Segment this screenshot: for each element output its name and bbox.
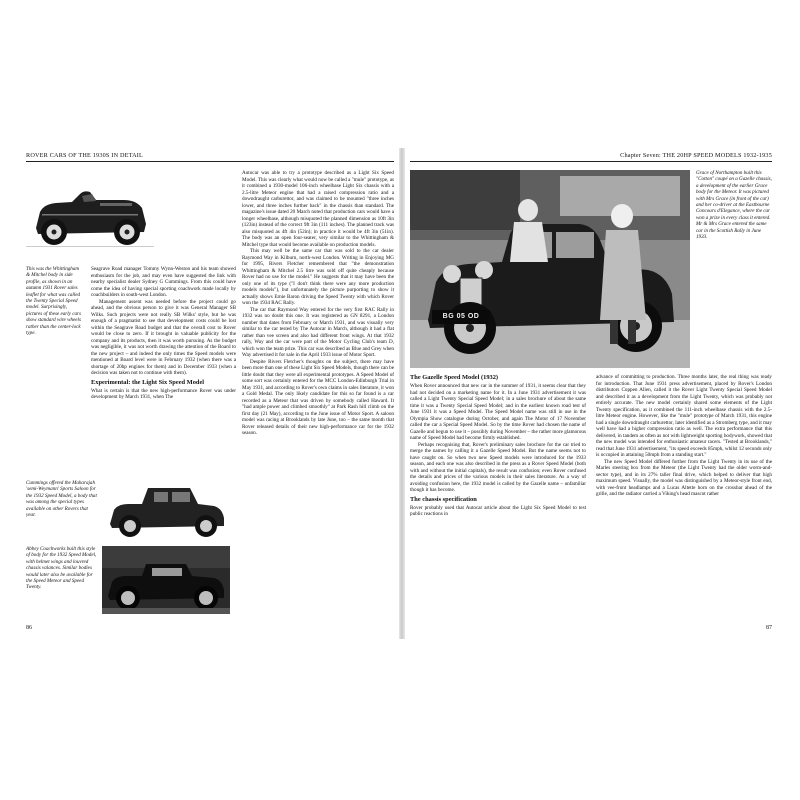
- text-column-2: [242, 170, 394, 618]
- page-number-right: 87: [766, 625, 772, 631]
- number-plate: BG 05 OD: [442, 313, 480, 320]
- left-page: [20, 148, 400, 639]
- page-number-left: 86: [26, 625, 32, 631]
- paragraph: What is certain is that the new high-performance Rover was under development by March 1931, when The: [91, 387, 236, 400]
- paragraph: Management assent was needed before the project could go ahead, and the obvious person to give it was General Manager SB Wilks. Such projects were not really SB Wilks' style, but he was enough of a pragmatist to see that development costs could be lost within the Seagrave Road budget and that the overall cost to Rover would be close to zero. If it brought in valuable publicity for the company and its products, then it was worth pursuing. As the budget was negligible, it was not worth drawing the attention of the Board to the new project – and indeed the only times the Speed models were mentioned at Board level were in February 1932 (when there was a shortage of 20hp engines for them) and in December 1933 (when a decision was taken not to continue with them).: [91, 298, 236, 376]
- paragraph: Seagrave Road manager Tommy Wynn-Weston and his team showed enthusiasm for the job, and may even have suggested the link with nearby specialist dealer Sydney G Cummings. From this could have come the idea of having special sporting coachwork made locally by coachbuilders in south-west London.: [91, 266, 236, 298]
- photo-open-tourer: [26, 170, 154, 262]
- paragraph: advance of committing to production. Three months later, the real thing was ready for introduction. That June 1931 press advertisement, placed by Rover's London distributors Coppen Allen, called it the Rover Light Twenty Special Speed Model and described it as a development from the Light Twenty, which was probably not entirely accurate. The new model certainly shared some elements of the Light Twenty specification, as it combined the 111-inch wheelbase chassis with the 2.5-litre Meteor engine. However, like the "mule" prototype of March 1931, this engine had a single downdraught carburettor, later identified as a Stromberg type, and it may well have had a higher compression ratio as well. The extra performance that this delivered, in tandem as often as not with lightweight sporting bodywork, showed that the new model was intended for enthusiastic amateur racers. "Tested at Brooklands," read that June 1931 advertisement, "its speed exceeds 85mph, whilst 12 seconds only is occupied in attaining 50mph from a standing start.": [596, 374, 772, 458]
- paragraph: The new Speed Model differed further from the Light Twenty in its use of the Marles steering box from the Meteor (the Light Twenty had the older worm-and-sector type), and in its 27% taller final drive, which helped to deliver that high maximum speed. Visually, the model was distinguished by a Meteor-style front end, with vee-front headlamps and a Lucas Altette horn on the crossbar ahead of the grille, and the radiator carried a Viking's head mascot rather: [596, 458, 772, 497]
- header-rule-left: [26, 161, 394, 162]
- paragraph: Perhaps recognising that, Rover's preliminary sales brochure for the car tried to merge the names by calling it a Gazelle Speed Model. But the name seems not to have caught on. So when two new Speed models were introduced for the 1933 season, and each one was also described in the press as a Rover Speed Model (both with and without the initial capitals), the result was confusion; even Rover confused the details and prices of the various models in their sales literature. As a way of avoiding confusion here, the 1932 model is called by the Gazelle name – unfamiliar though it has become.: [410, 441, 586, 493]
- paragraph: Despite Rivers Fletcher's thoughts on the subject, there may have been more than one of these Light Six Speed Models, though there can be little doubt that they were all experimental prototypes. A Speed Model of some sort was certainly entered for the MCC London-Edinburgh Trial in May 1931, and according to Rover's own claims in sales literature, it won a Gold Medal. The only likely candidate for this so far found is a car recorded as a Meteor that was driven by somebody called Haward. It "had ample power and climbed smoothly" at Park Rash hill climb on the first day (21 May), according to the June issue of Motor Sport. A saloon model was racing at Brooklands by late June, too – the same month that Rover released details of their new high-performance car for the 1932 season.: [242, 358, 394, 436]
- running-head-left: ROVER CARS OF THE 1930S IN DETAIL: [26, 152, 144, 159]
- paragraph: Rover probably used that Autocar article about the Light Six Speed Model to test public reactions in: [410, 504, 586, 517]
- open-tourer-image: [26, 170, 154, 262]
- header-rule-right: [410, 161, 772, 162]
- sports-saloon-image: [102, 480, 230, 542]
- photo-gazelle-coupe: [410, 170, 690, 368]
- abbey-car-image: [102, 546, 230, 614]
- text-column-4: [596, 374, 772, 618]
- gazelle-coupe-image: [410, 170, 690, 368]
- paragraph: When Rover announced that new car in the summer of 1931, it seems clear that they had not decided on a marketing name for it. In a June 1931 advertisement it was called a Light Twenty Special Speed Model; in a sales brochure of about the same time it was a Twenty Special Speed Model; and in the earliest known road test of June 1931 it was a Speed Model. The Speed Model name was still in use in the Olympia Show catalogue during October, and again The Motor of 17 November called the car a Special Speed Model. So by the time Rover had chosen the name of Gazelle and begun to use it – possibly during November – the rather more glamorous name of Speed Model had become firmly established.: [410, 383, 586, 441]
- caption-grace-coupe: Grace of Northampton built this "Cotton" coupé on a Gazelle chassis, a development of the earlier Grace body for the Meteor. It was pictured with Mrs Grace (in front of the car) and her co-driver at the Eastbourne Concours d'Elegance, where the car won a prize in every class it entered. Mr & Mrs Grace entered the same car in the Scottish Rally in June 1933.: [696, 170, 772, 241]
- caption-whittingham-mitchel: This was the Whittingham & Mitchel body in side profile, as shown in an autumn 1931 Rover sales leaflet for what was called the Twenty Special Speed model. Surprisingly, pictures of these early cars show standard wire wheels rather than the center-lock type.: [26, 266, 81, 337]
- paragraph: The car that Raymond Way entered for the very first RAC Rally in 1932 was no doubt this one. It was registered as GN 8291, a London number that dates from February or March 1931, and was visually very similar to the car tested by The Autocar in March, although it had a flat rather than vee screen and also had different front wings. At that 1932 rally, Way and the car were part of the Motor Cycling Club's team D, which won the team prize. This car was described as Blue and Grey when Way advertised it for sale in the April 1933 issue of Motor Sport.: [242, 306, 394, 358]
- text-column-1: [91, 266, 236, 464]
- photo-sports-saloon: [102, 480, 230, 542]
- caption-abbey-coachworks: Abbey Coachworks built this style of body for the 1932 Speed Model, with helmet wings and louvred chassis valances. Similar bodies would later also be available for the Speed Meteor and Speed Twenty.: [26, 546, 97, 591]
- photo-abbey-coachwork: [102, 546, 230, 614]
- caption-maharajah-saloon: Cummings offered the Maharajah 'semi-Weymann' Sports Saloon for the 1932 Speed Model, a body that was among the special types available on other Rovers that year.: [26, 480, 97, 519]
- book-spread: [20, 148, 780, 639]
- section-heading: The Gazelle Speed Model (1932): [410, 374, 499, 381]
- section-heading: Experimental: the Light Six Speed Model: [91, 378, 205, 386]
- right-page: [404, 148, 780, 639]
- running-head-right: Chapter Seven: THE 20HP SPEED MODELS 1932-1935: [620, 152, 772, 159]
- section-heading: The chassis specification: [410, 495, 477, 503]
- paragraph: Autocar was able to try a prototype described as a Light Six Speed Model. This was clearly what would now be called a "mule" prototype, as it combined a 1930-model 106-inch wheelbase Light Six chassis with a 2.5-litre Meteor engine that had a raised compression ratio and a downdraught carburettor, and was claimed to be mounted "three inches lower, and three inches further back" in the chassis than standard. The magazine's issue dated 20 March noted that production cars would have a longer wheelbase, although misquoted the planned dimension as 10ft 3in (123in) instead of the correct 9ft 3in (111 inches). The planned track was also misquoted as 4ft 4in (52in); in practice it would be 4ft 3in (51in). The body was an open four-seater, very similar to the Whittingham & Mitchel type that would become available on production models.: [242, 170, 394, 248]
- paragraph: This may well be the same car that was sold to the car dealer Raymond Way in Kilburn, north-west London. Writing in Enjoying MG for 1995, Rivers Fletcher remembered that "the demonstration Whittingham & Mitchel 2.5 litre was sold off quite cheaply because Rover had no use for the model." He suggests that it may have been the only one of its type ("I don't think there were any more production models models"), but unfortunately the picture purporting to show it actually shows Ernie Baron driving the Speed Twenty with which Rover won the 1934 RAC Rally.: [242, 248, 394, 306]
- text-column-3: [410, 374, 586, 618]
